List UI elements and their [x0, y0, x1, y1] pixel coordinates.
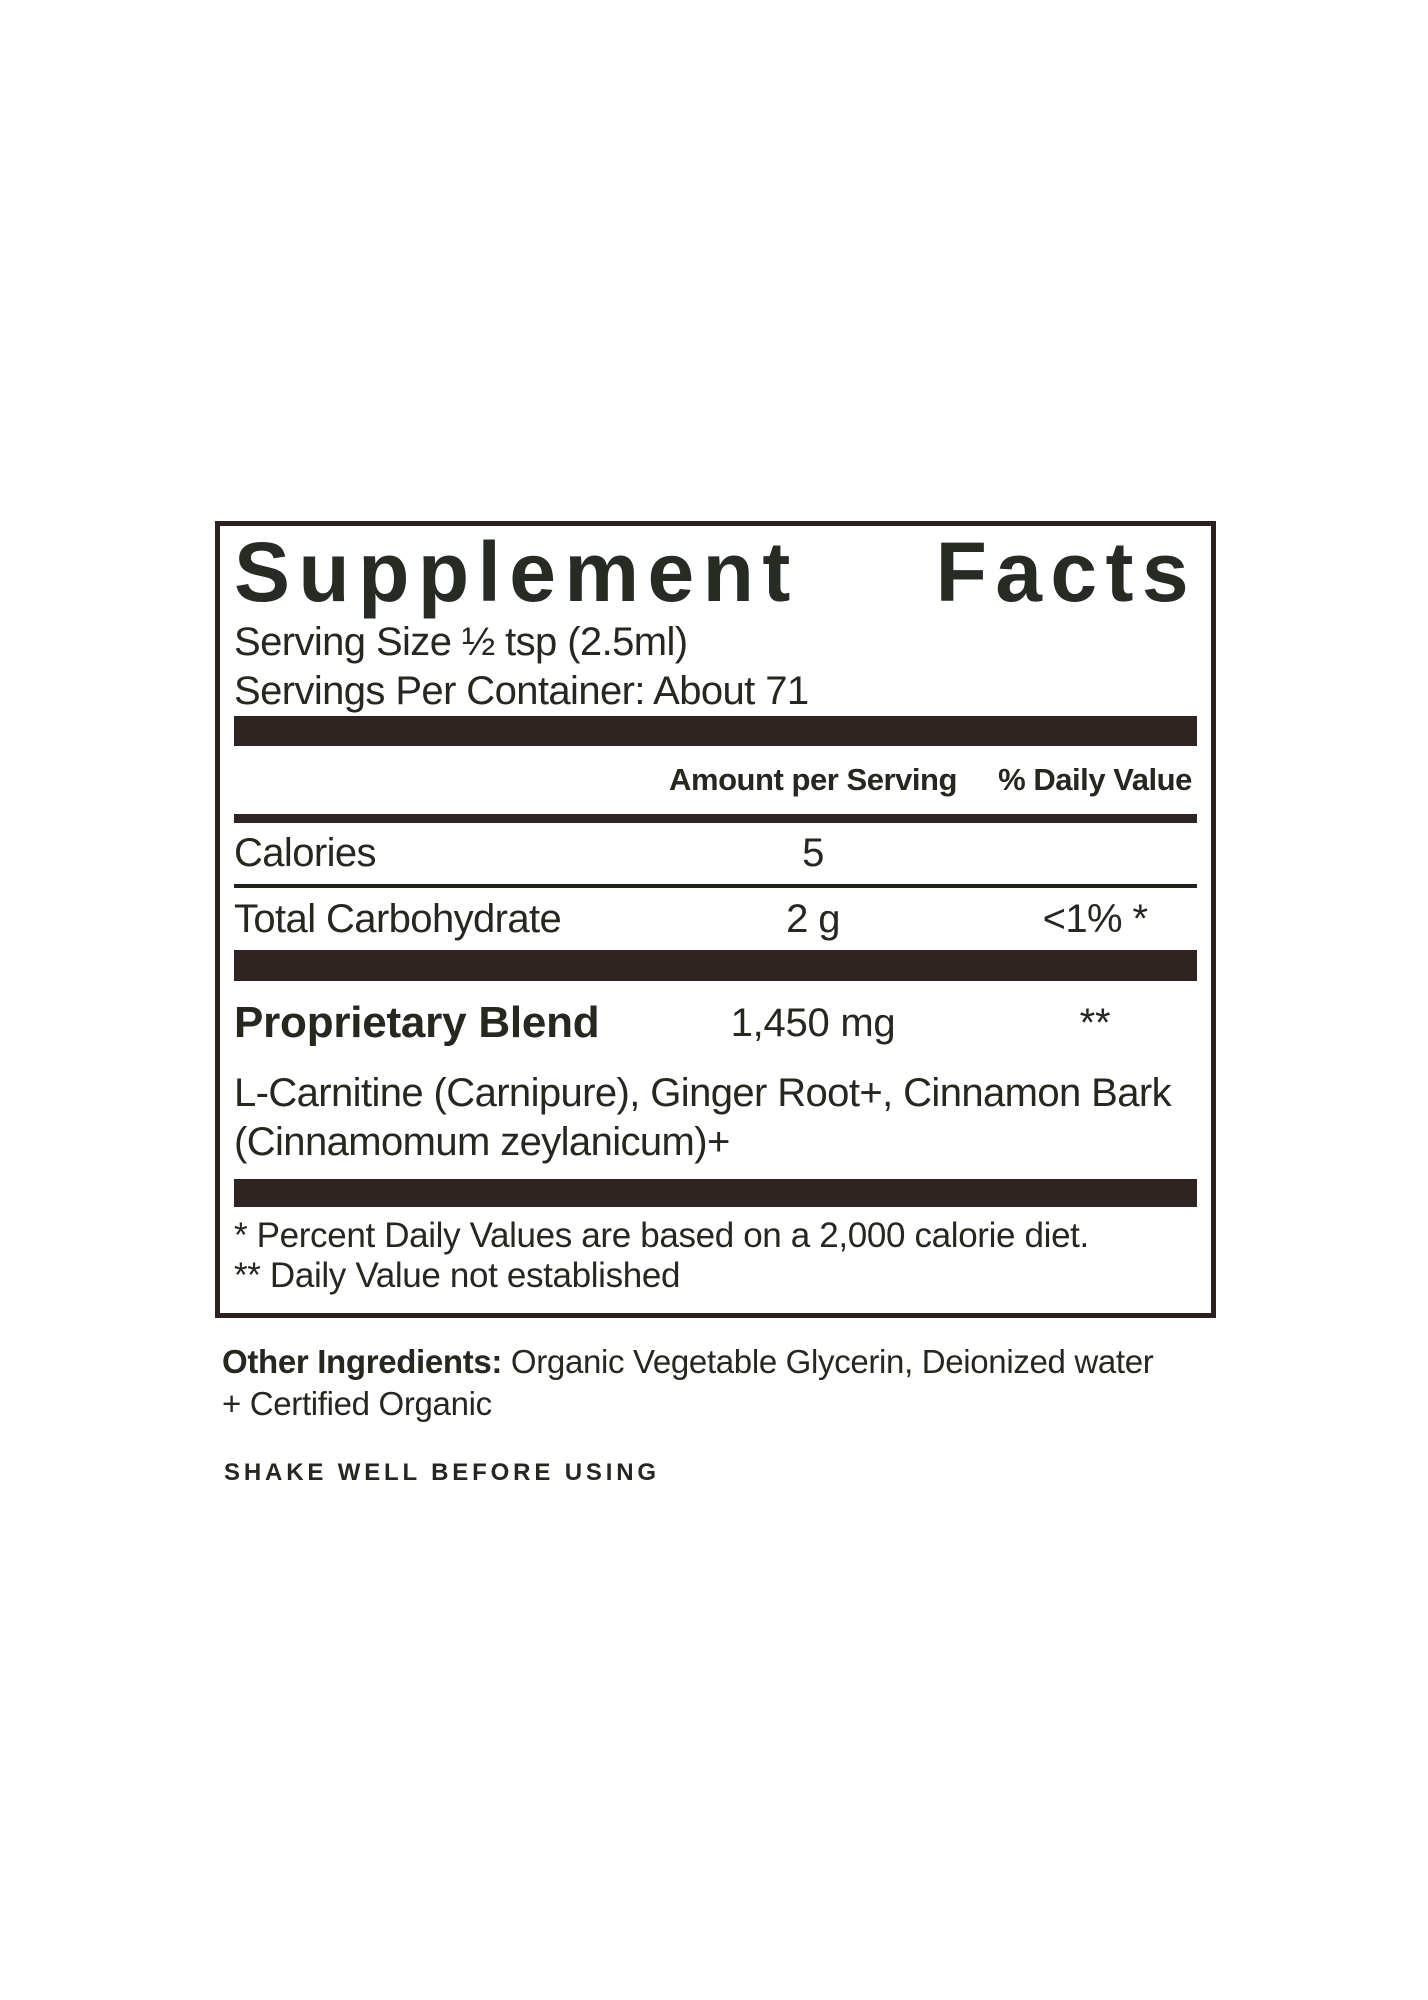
- shake-well-notice: SHAKE WELL BEFORE USING: [224, 1459, 660, 1486]
- other-ingredients-line1: [222, 1341, 1202, 1383]
- footnote-percent-daily-value: * Percent Daily Values are based on a 2,000 calorie diet.: [234, 1216, 1089, 1255]
- servings-per-container-line: Servings Per Container: About 71: [234, 669, 809, 713]
- nutrient-name: Calories: [234, 831, 376, 875]
- footnote-daily-value-not-established: ** Daily Value not established: [234, 1256, 681, 1295]
- separator-bar-top: [234, 716, 1197, 746]
- nutrient-amount: 5: [802, 831, 824, 875]
- blend-ingredient-list: [234, 1069, 1197, 1167]
- blend-name: Proprietary Blend: [234, 998, 600, 1047]
- blend-daily-value: **: [1079, 1001, 1111, 1045]
- table-row-calories: [234, 823, 1197, 884]
- supplement-facts-panel: [215, 521, 1216, 1318]
- separator-bar-carbohydrate: [234, 950, 1197, 981]
- footnotes: [234, 1216, 1197, 1296]
- title-word-facts: Facts: [935, 525, 1197, 619]
- blend-ingredient-line: (Cinnamomum zeylanicum)+: [234, 1120, 730, 1164]
- table-row-proprietary-blend: [234, 995, 1197, 1051]
- amount-per-serving-header: Amount per Serving: [669, 762, 957, 797]
- panel-title: [234, 525, 1197, 619]
- separator-bar-header: [234, 814, 1197, 823]
- blend-amount: 1,450 mg: [730, 1001, 896, 1045]
- column-header-row: [234, 746, 1197, 814]
- table-row-total-carbohydrate: [234, 888, 1197, 950]
- separator-bar-blend: [234, 1179, 1197, 1207]
- title-word-supplement: Supplement: [234, 525, 799, 619]
- other-ingredients-list: Organic Vegetable Glycerin, Deionized water: [502, 1343, 1154, 1380]
- other-ingredients-section: [222, 1341, 1202, 1425]
- daily-value-header: % Daily Value: [998, 762, 1192, 797]
- nutrient-name: Total Carbohydrate: [234, 897, 562, 941]
- blend-ingredient-line: L-Carnitine (Carnipure), Ginger Root+, Cinnamon Bark: [234, 1071, 1172, 1115]
- serving-info: [234, 618, 1197, 716]
- nutrient-daily-value: <1% *: [1042, 897, 1148, 941]
- other-ingredients-line2: + Certified Organic: [222, 1385, 492, 1422]
- other-ingredients-label: Other Ingredients:: [222, 1343, 503, 1380]
- serving-size-line: Serving Size ½ tsp (2.5ml): [234, 620, 688, 664]
- nutrient-amount: 2 g: [786, 897, 840, 941]
